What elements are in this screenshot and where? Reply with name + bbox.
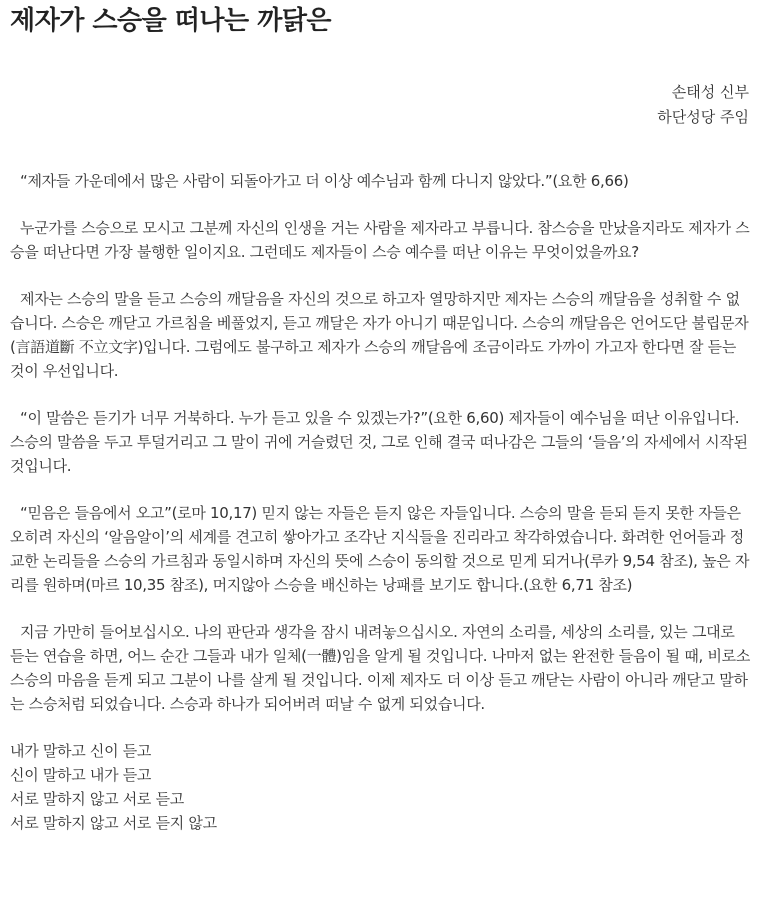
- paragraph-6: 지금 가만히 들어보십시오. 나의 판단과 생각을 잠시 내려놓으십시오. 자연의 소리를, 세상의 소리를, 있는 그대로 듣는 연습을 하면, 어느 순간 그들과 내가 일체(一體)임을 알게 될 것입니다. 나마저 없는 완전한 들음이 될 때, 비로소 스승의 마음을 듣게 되고 그분이 나를 살게 될 것입니다. 이제 제자도 더 이상 듣고 깨닫는 사람이 아니라 깨닫고 말하는 스승처럼 되었습니다. 스승과 하나가 되어버려 떠날 수 없게 되었습니다.: [10, 623, 751, 713]
- author-role: 하단성당 주임: [657, 108, 749, 126]
- poem-line-4: 서로 말하지 않고 서로 듣지 않고: [10, 814, 217, 832]
- poem-line-3: 서로 말하지 않고 서로 듣고: [10, 790, 184, 808]
- paragraph-2: 누군가를 스승으로 모시고 그분께 자신의 인생을 거는 사람을 제자라고 부릅니다. 참스승을 만났을지라도 제자가 스승을 떠난다면 가장 불행한 일이지요. 그런데도 제자들이 스승 예수를 떠난 이유는 무엇이었을까요?: [10, 219, 750, 261]
- paragraph-3: 제자는 스승의 말을 듣고 스승의 깨달음을 자신의 것으로 하고자 열망하지만 제자는 스승의 깨달음을 성취할 수 없습니다. 스승은 깨닫고 가르침을 베풀었지, 듣고 깨달은 자가 아니기 때문입니다. 스승의 깨달음은 언어도단 불립문자(言語道斷 不立文字)입니다. 그럼에도 불구하고 제자가 스승의 깨달음에 조금이라도 가까이 가고자 한다면 잘 듣는 것이 우선입니다.: [10, 290, 749, 380]
- poem-line-2: 신이 말하고 내가 듣고: [10, 766, 152, 784]
- paragraph-4: “이 말씀은 듣기가 너무 거북하다. 누가 듣고 있을 수 있겠는가?”(요한 6,60) 제자들이 예수님을 떠난 이유입니다. 스승의 말씀을 두고 투덜거리고 그 말이 귀에 거슬렸던 것, 그로 인해 결국 떠나감은 그들의 ‘들음’의 자세에서 시작된 것입니다.: [10, 409, 748, 475]
- article-title: 제자가 스승을 떠나는 까닭은: [10, 6, 332, 36]
- closing-poem: [10, 739, 752, 835]
- poem-line-1: 내가 말하고 신이 듣고: [10, 742, 152, 760]
- author-name: 손태성 신부: [671, 83, 749, 101]
- paragraph-1: “제자들 가운데에서 많은 사람이 되돌아가고 더 이상 예수님과 함께 다니지 않았다.”(요한 6,66): [20, 172, 629, 190]
- byline: [657, 80, 749, 130]
- article-body: [10, 169, 752, 835]
- paragraph-5: “믿음은 들음에서 오고”(로마 10,17) 믿지 않는 자들은 듣지 않은 자들입니다. 스승의 말을 듣되 듣지 못한 자들은 오히려 자신의 ‘알음알이’의 세계를 견고히 쌓아가고 조각난 지식들을 진리라고 착각하였습니다. 화려한 언어들과 정교한 논리들을 스승의 가르침과 동일시하며 자신의 뜻에 스승이 동의할 것으로 믿게 되거나(루카 9,54 참조), 높은 자리를 원하며(마르 10,35 참조), 머지않아 스승을 배신하는 낭패를 보기도 합니다.(요한 6,71 참조): [10, 504, 750, 594]
